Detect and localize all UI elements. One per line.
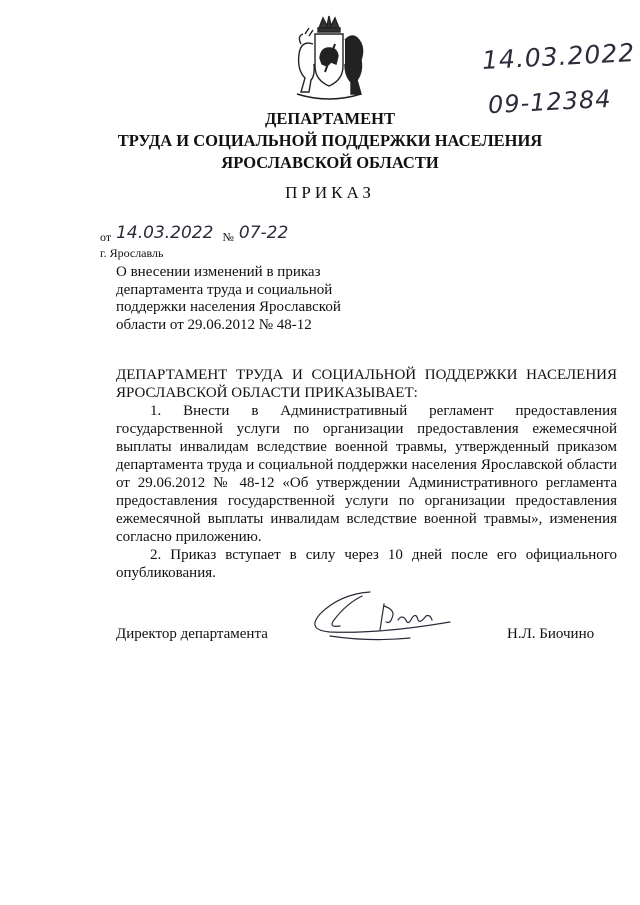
order-item-2: 2. Приказ вступает в силу через 10 дней после его официального опубликования. [116,547,617,581]
order-body [116,366,617,582]
header-line-1: ДЕПАРТАМЕНТ [265,109,395,128]
coat-of-arms-emblem [287,14,371,102]
order-date-number-line [100,223,294,246]
number-label: № [222,230,234,244]
order-item-1: 1. Внести в Административный регламент предоставления государственной услуги по организации предоставления ежемесячной выплаты инвалидам вследствие военной травмы, утвержденный приказом департамента труда и социальной поддержки населения Ярославской области от 29.06.2012 № 48-12 «Об утверждении Административного регламента предоставления государственной услуги по организации предоставления ежемесячной выплаты инвалидам вследствие военной травмы», изменения согласно приложению. [116,403,617,545]
handwritten-signature [300,584,460,654]
order-date: 14.03.2022 [116,223,214,243]
header-line-3: ЯРОСЛАВСКОЙ ОБЛАСТИ [221,153,439,172]
header-line-2: ТРУДА И СОЦИАЛЬНОЙ ПОДДЕРЖКИ НАСЕЛЕНИЯ [117,131,543,150]
from-label: от [100,230,112,244]
order-subject: О внесении изменений в приказ департамента труда и социальной поддержки населения Ярославской области от 29.06.2012 № 48-12 [116,264,341,333]
department-header [60,108,600,174]
document-title: ПРИКАЗ [285,183,375,202]
city-line: г. Ярославль [100,246,164,260]
signatory-title: Директор департамента [116,626,268,642]
registration-number-handwritten: 09-12384 [487,84,613,120]
order-preamble: ДЕПАРТАМЕНТ ТРУДА И СОЦИАЛЬНОЙ ПОДДЕРЖКИ НАСЕЛЕНИЯ ЯРОСЛАВСКОЙ ОБЛАСТИ ПРИКАЗЫВАЕТ: [116,367,617,401]
registration-date-handwritten: 14.03.2022 [481,38,636,75]
signatory-name: Н.Л. Биочино [507,626,595,642]
order-number: 07-22 [238,223,289,243]
